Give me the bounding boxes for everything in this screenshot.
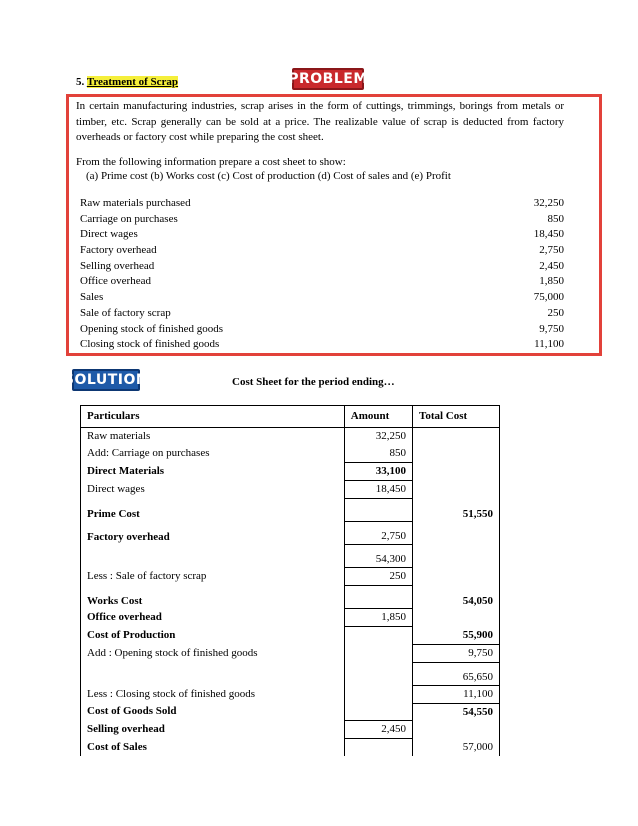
row-particulars: Works Cost [81, 586, 345, 609]
row-amount: 54,300 [344, 545, 412, 568]
row-total [413, 721, 500, 739]
given-row [80, 243, 564, 259]
given-label: Selling overhead [80, 259, 155, 272]
row-particulars: Less : Closing stock of finished goods [81, 685, 345, 703]
solution-badge: SOLUTION [72, 369, 140, 391]
row-particulars: Direct Materials [81, 463, 345, 481]
header-total-cost: Total Cost [413, 406, 500, 428]
given-value: 2,750 [539, 244, 564, 257]
row-total: 51,550 [413, 499, 500, 522]
row-total [413, 545, 500, 568]
given-row [80, 259, 564, 275]
row-particulars: Less : Sale of factory scrap [81, 568, 345, 586]
given-row [80, 322, 564, 338]
row-particulars [81, 662, 345, 685]
row-total: 54,550 [413, 703, 500, 721]
table-row [81, 568, 500, 586]
row-amount: 1,850 [344, 609, 412, 627]
row-total: 11,100 [413, 685, 500, 703]
row-particulars: Office overhead [81, 609, 345, 627]
table-row [81, 644, 500, 662]
problem-badge: PROBLEM [292, 68, 364, 90]
row-particulars: Cost of Goods Sold [81, 703, 345, 721]
row-particulars: Cost of Sales [81, 739, 345, 757]
given-label: Opening stock of finished goods [80, 322, 223, 335]
header-amount: Amount [344, 406, 412, 428]
row-particulars: Add: Carriage on purchases [81, 445, 345, 463]
section-title: Treatment of Scrap [86, 76, 179, 88]
given-row [80, 196, 564, 212]
row-total: 54,050 [413, 586, 500, 609]
given-label: Raw materials purchased [80, 197, 191, 209]
table-row [81, 609, 500, 627]
table-row [81, 627, 500, 645]
section-number: 5. [76, 76, 85, 88]
cost-sheet-table [80, 405, 500, 756]
row-particulars: Raw materials [81, 428, 345, 446]
table-row [81, 739, 500, 757]
row-amount [344, 644, 412, 662]
row-amount [344, 685, 412, 703]
given-label: Carriage on purchases [80, 212, 178, 225]
row-total [413, 568, 500, 586]
row-total: 65,650 [413, 662, 500, 685]
given-row [80, 227, 564, 243]
row-amount: 250 [344, 568, 412, 586]
given-value: 75,000 [533, 291, 564, 304]
row-amount [344, 499, 412, 522]
given-row [80, 337, 564, 353]
row-particulars: Add : Opening stock of finished goods [81, 644, 345, 662]
row-amount: 18,450 [344, 481, 412, 499]
problem-requirements: (a) Prime cost (b) Works cost (c) Cost of production (d) Cost of sales and (e) Profit [86, 170, 451, 182]
table-row [81, 481, 500, 499]
given-value: 11,100 [534, 338, 564, 351]
table-row [81, 428, 500, 446]
row-particulars: Selling overhead [81, 721, 345, 739]
row-particulars [81, 545, 345, 568]
row-particulars: Direct wages [81, 481, 345, 499]
given-label: Direct wages [80, 228, 138, 241]
row-amount [344, 627, 412, 645]
row-total [413, 463, 500, 481]
table-row [81, 499, 500, 522]
row-total [413, 481, 500, 499]
given-label: Sales [80, 291, 104, 304]
row-amount: 33,100 [344, 463, 412, 481]
row-particulars: Cost of Production [81, 627, 345, 645]
given-row [80, 274, 564, 290]
table-row [81, 662, 500, 685]
section-heading [76, 76, 178, 88]
row-amount: 850 [344, 445, 412, 463]
row-total [413, 522, 500, 545]
table-row [81, 586, 500, 609]
given-value: 850 [547, 212, 564, 225]
given-label: Office overhead [80, 275, 151, 288]
row-amount: 32,250 [344, 428, 412, 446]
given-row [80, 212, 564, 228]
given-value: 9,750 [539, 322, 564, 335]
row-total: 57,000 [413, 739, 500, 757]
given-label: Factory overhead [80, 244, 157, 257]
row-total: 55,900 [413, 627, 500, 645]
header-particulars: Particulars [81, 406, 345, 428]
table-row [81, 545, 500, 568]
table-row [81, 703, 500, 721]
row-particulars: Factory overhead [81, 522, 345, 545]
row-total [413, 428, 500, 446]
row-amount: 2,450 [344, 721, 412, 739]
given-label: Sale of factory scrap [80, 306, 171, 319]
table-row [81, 522, 500, 545]
given-data-list [80, 196, 564, 353]
given-value: 2,450 [539, 259, 564, 272]
row-amount [344, 739, 412, 757]
row-amount [344, 662, 412, 685]
table-row [81, 685, 500, 703]
cost-sheet-title: Cost Sheet for the period ending… [232, 376, 395, 388]
given-value: 18,450 [533, 228, 564, 241]
row-amount [344, 586, 412, 609]
table-row [81, 463, 500, 481]
given-value: 32,250 [533, 197, 564, 209]
problem-intro-paragraph: In certain manufacturing industries, scrap arises in the form of cuttings, trimmings, borings from metals or timber, etc. Scrap generally can be sold at a price. The realizable value of scrap is deducted from factory overheads or factory cost while preparing the cost sheet. [76, 100, 564, 143]
given-row [80, 290, 564, 306]
row-total [413, 445, 500, 463]
table-header-row [81, 406, 500, 428]
table-row [81, 721, 500, 739]
given-label: Closing stock of finished goods [80, 338, 220, 351]
row-particulars: Prime Cost [81, 499, 345, 522]
row-amount [344, 703, 412, 721]
row-amount: 2,750 [344, 522, 412, 545]
problem-instruction: From the following information prepare a cost sheet to show: [76, 156, 346, 168]
row-total: 9,750 [413, 644, 500, 662]
given-row [80, 306, 564, 322]
given-value: 250 [547, 306, 564, 319]
table-row [81, 445, 500, 463]
given-value: 1,850 [539, 275, 564, 288]
row-total [413, 609, 500, 627]
